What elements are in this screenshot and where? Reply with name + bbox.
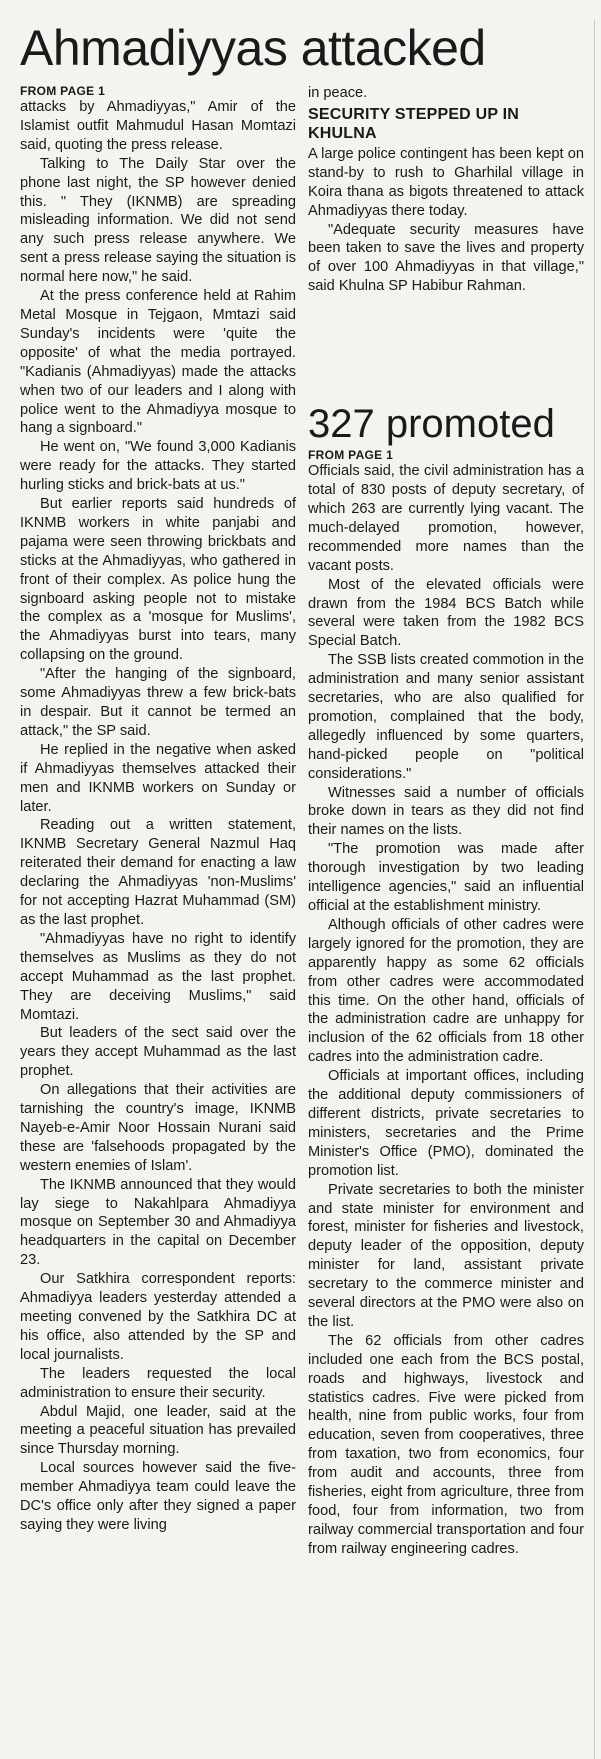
paragraph: Reading out a written statement, IKNMB Secretary General Nazmul Haq reiterated their demand for enacting a law declaring the Ahmadiyyas 'non-Muslims' for not accepting Hazrat Muhammad (SM) as the last prophet. [20,817,296,928]
paragraph: He went on, "We found 3,000 Kadianis were ready for the attacks. They started hurling sticks and brick-bats at us." [20,439,296,494]
paragraph: The IKNMB announced that they would lay siege to Nakahlpara Ahmadiyya mosque on September 30 and Ahmadiyya headquarters in the capital on December 23. [20,1176,296,1269]
story1-kicker: FROM PAGE 1 [20,84,106,98]
paragraph: attacks by Ahmadiyyas," Amir of the Islamist outfit Mahmudul Hasan Momtazi said, quoting the press release. [20,99,296,153]
paragraph: Abdul Majid, one leader, said at the meeting a peaceful situation has prevailed since Thursday morning. [20,1403,296,1458]
paragraph: Private secretaries to both the minister and state minister for environment and forest, minister for fisheries and livestock, deputy leader of the opposition, deputy minister for land, assistant private secretary to the commerce minister and several directors at the PMO were also on the list. [308,1181,584,1330]
paragraph: At the press conference held at Rahim Metal Mosque in Tejgaon, Mmtazi said Sunday's incidents were 'quite the opposite' of what the media portrayed. "Kadianis (Ahmadiyyas) made the attacks when two of our leaders and I along with police went to the Ahmadiyya mosque to hang a signboard." [20,288,296,437]
paragraph: He replied in the negative when asked if Ahmadiyyas themselves attacked their men and IKNMB workers on Sunday or later. [20,741,296,815]
paragraph: Witnesses said a number of officials broke down in tears as they did not find their names on the lists. [308,784,584,839]
left-column [20,84,296,1559]
paragraph: But leaders of the sect said over the years they accept Muhammad as the last prophet. [20,1025,296,1080]
column-rule [594,20,595,1759]
newspaper-page [0,20,601,1759]
paragraph: "Adequate security measures have been taken to save the lives and property of over 100 Ahmadiyyas in that village," said Khulna SP Habibur Rahman. [308,221,584,295]
paragraph: The leaders requested the local administration to ensure their security. [20,1365,296,1401]
paragraph: Local sources however said the five-member Ahmadiyya team could leave the DC's office only after they signed a paper saying they were living [20,1460,296,1533]
paragraph: But earlier reports said hundreds of IKNMB workers in white panjabi and pajama were seen throwing brickbats and sticks at the Ahmadiyyas, who gathered in front of their complex. As police hung the signboard asking people not to mistake the complex as a 'mosque for Muslims', the Ahmadiyyas burst into tears, many collapsing on the ground. [20,496,296,664]
columns [20,84,591,1559]
right-column [308,84,584,1559]
subhead-khulna: SECURITY STEPPED UP IN KHULNA [308,105,519,142]
paragraph: A large police contingent has been kept on stand-by to rush to Gharhilal village in Koira thana as bigots threatened to attack Ahmadiyyas there today. [308,145,584,219]
paragraph: "Ahmadiyyas have no right to identify themselves as Muslims as they do not accept Muhammad as the last prophet. They are deceiving Muslims," said Momtazi. [20,930,296,1023]
paragraph: Although officials of other cadres were largely ignored for the promotion, they are apparently happy as some 62 officials from other cadres were accommodated this time. On the other hand, officials of the administration cadre are unhappy for inclusion of the 62 officials from 18 other cadres into the administration cadre. [308,916,584,1066]
story2-headline: 327 promoted [308,402,555,447]
paragraph: Officials at important offices, including the additional deputy commissioners of different districts, private secretaries to ministers, secretaries and the Prime Minister's Office (PMO), dominated the promotion list. [308,1068,584,1179]
paragraph: Officials said, the civil administration has a total of 830 posts of deputy secretary, of which 263 are currently lying vacant. The much-delayed promotion, however, recommended more names than the vacant posts. [308,463,584,574]
paragraph: The SSB lists created commotion in the administration and many senior assistant secretaries, who are also qualified for promotion, complained that the body, allegedly influenced by some quarters, hand-picked people on "political considerations." [308,652,584,782]
continuation-line: in peace. [308,85,368,101]
paragraph: Talking to The Daily Star over the phone last night, the SP however denied this. " They (IKNMB) are spreading misleading information. We did not send any such press release anywhere. We sent a press release saying the situation is normal here now," he said. [20,155,296,286]
headline: Ahmadiyyas attacked [20,20,486,76]
story2-kicker: FROM PAGE 1 [308,448,394,463]
paragraph: "After the hanging of the signboard, some Ahmadiyyas threw a few brick-bats in despair. But it cannot be termed an attack," the SP said. [20,666,296,739]
paragraph: "The promotion was made after thorough investigation by two leading intelligence agencies," said an influential official at the establishment ministry. [308,841,584,914]
paragraph: On allegations that their activities are tarnishing the country's image, IKNMB Nayeb-e-Amir Noor Hossain Nurani said these are 'falsehoods propagated by the western enemies of Islam'. [20,1082,296,1174]
paragraph: Most of the elevated officials were drawn from the 1984 BCS Batch while several were taken from the 1982 BCS Special Batch. [308,576,584,650]
paragraph: Our Satkhira correspondent reports: Ahmadiyya leaders yesterday attended a meeting convened by the Satkhira DC at his office, also attended by the SP and local journalists. [20,1271,296,1363]
paragraph: The 62 officials from other cadres included one each from the BCS postal, roads and highways, livestock and statistics cadres. Five were picked from health, nine from public works, four from education, seven from cooperatives, three from taxation, two from economics, four from audit and accounts, three from fisheries, eight from agriculture, three from food, four from information, two from railway commercial transportation and four from railway engineering cadres. [308,1332,584,1557]
